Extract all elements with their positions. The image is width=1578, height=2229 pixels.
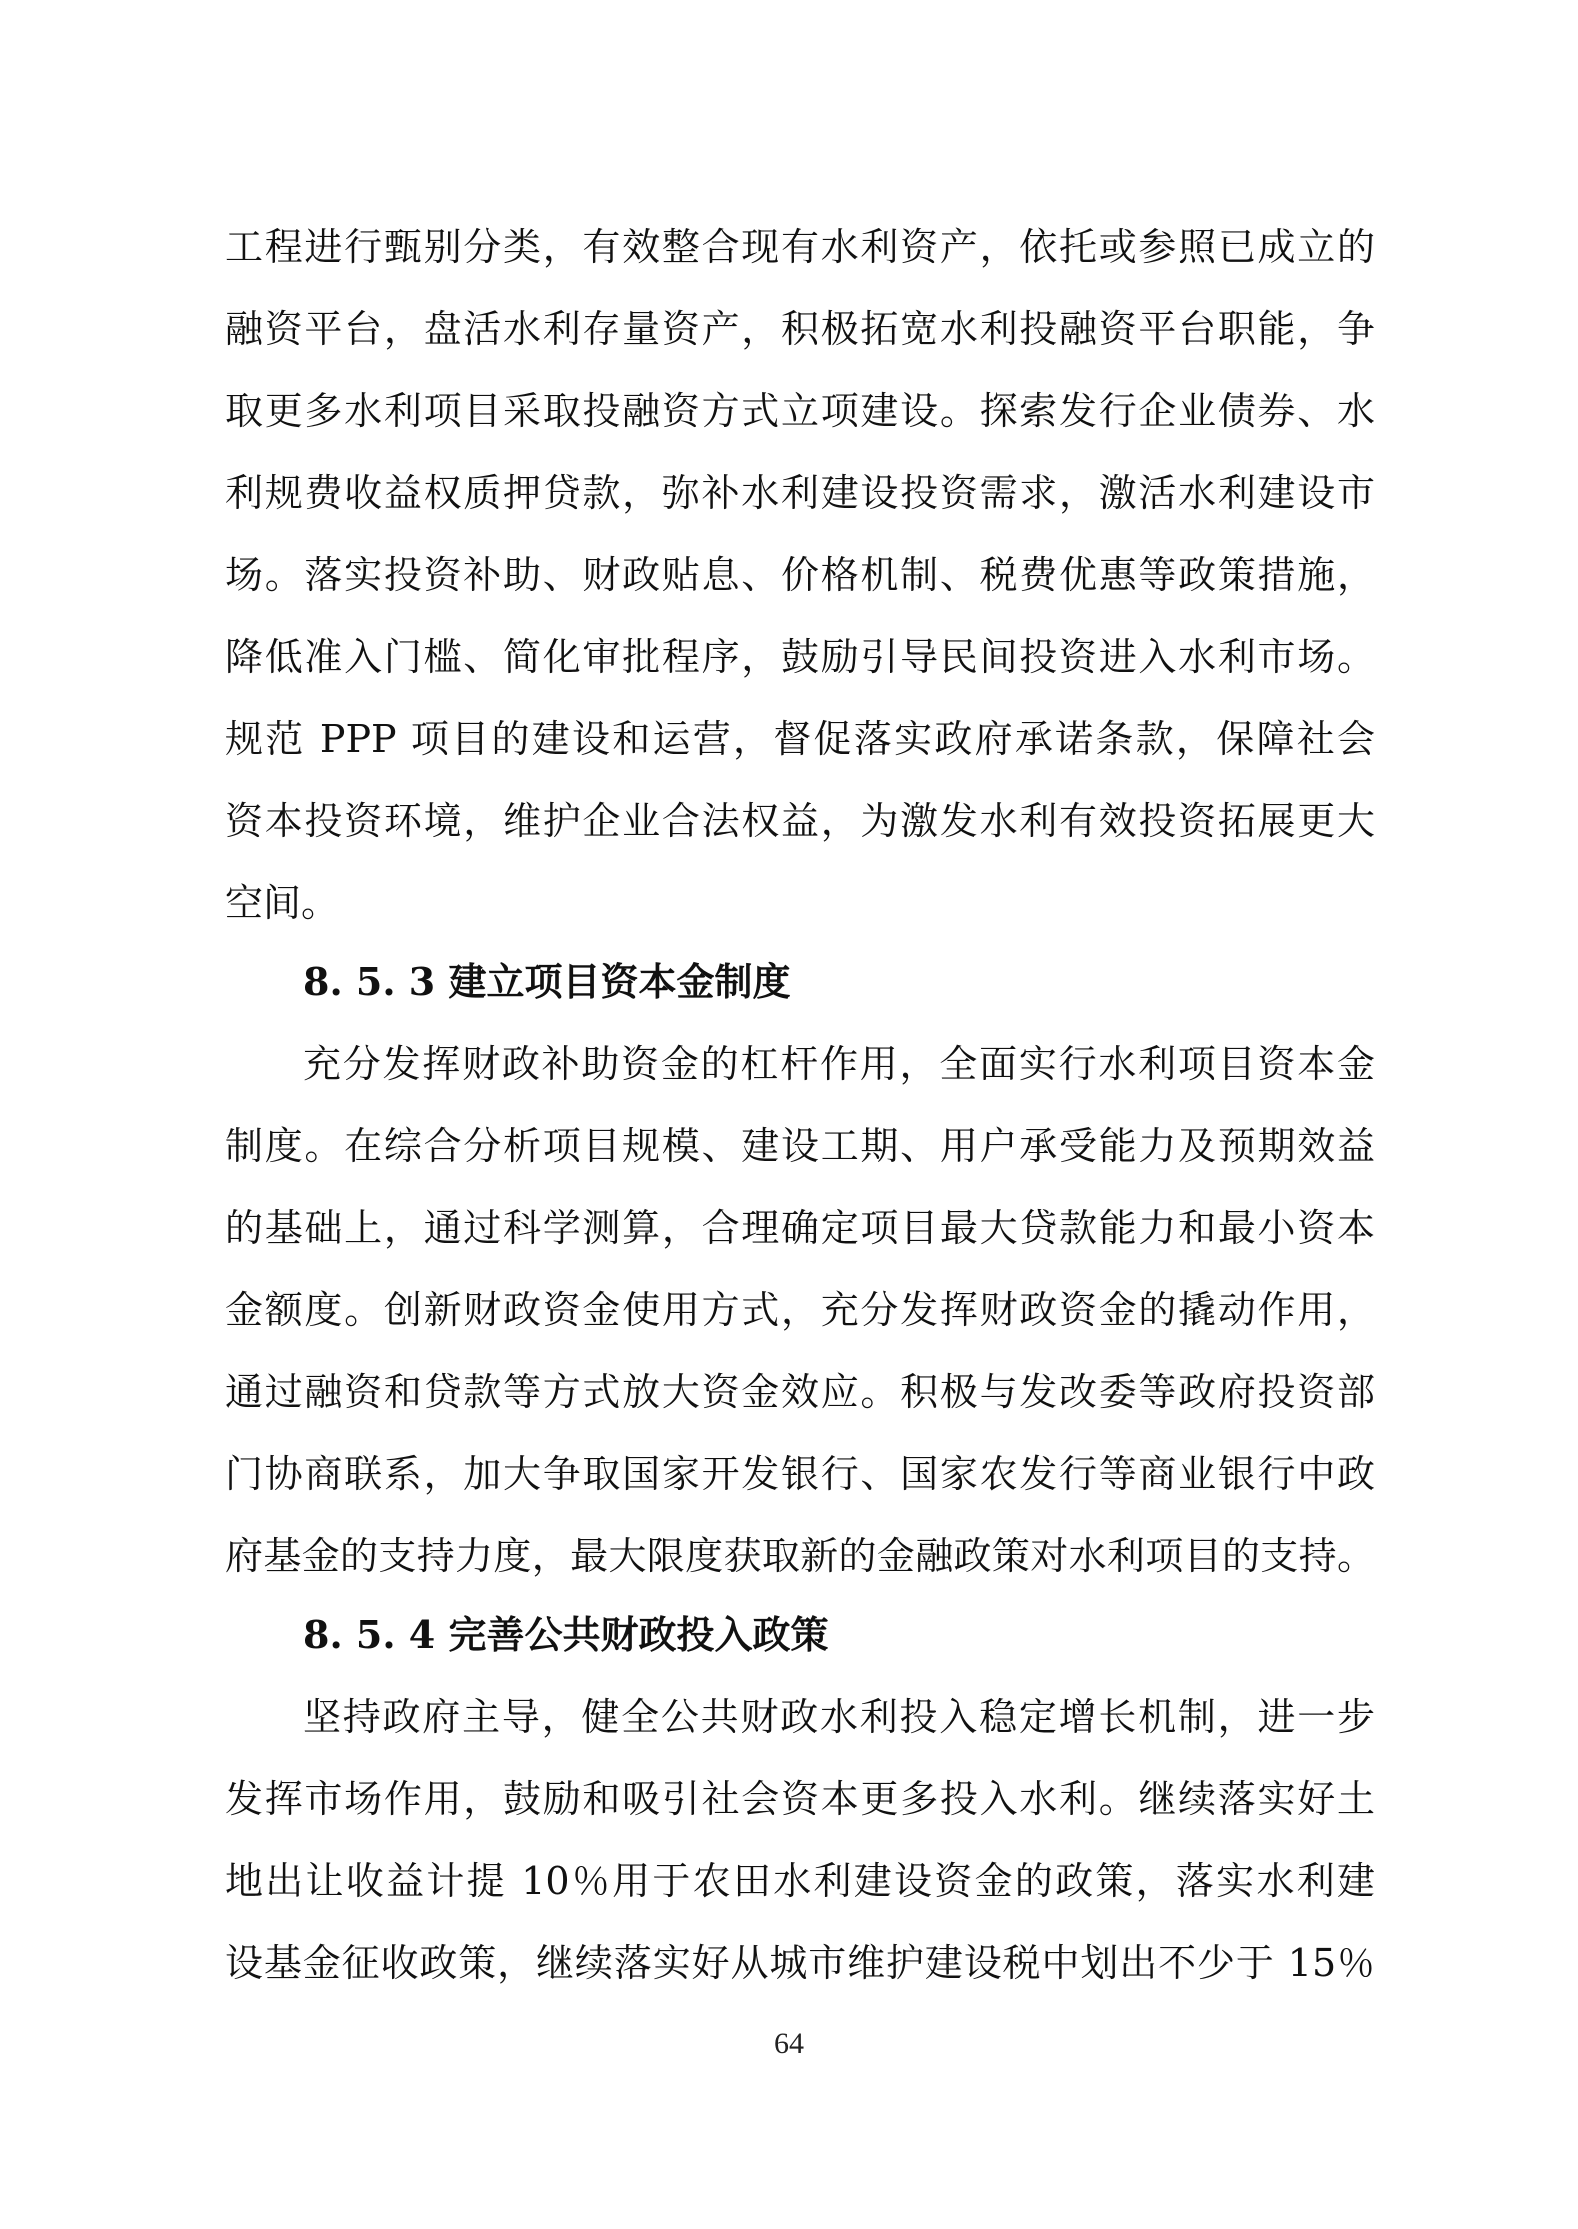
page-number: 64: [774, 2027, 804, 2060]
paragraph-line: 降低准入门槛、简化审批程序，鼓励引导民间投资进入水利市场。: [225, 635, 1375, 679]
paragraph-line: 场。落实投资补助、财政贴息、价格机制、税费优惠等政策措施，: [225, 553, 1375, 597]
paragraph-line: 空间。: [225, 881, 340, 925]
paragraph-line: 金额度。创新财政资金使用方式，充分发挥财政资金的撬动作用，: [225, 1288, 1375, 1332]
paragraph-line: 资本投资环境，维护企业合法权益，为激发水利有效投资拓展更大: [225, 799, 1375, 843]
section-heading: 8. 5. 4 完善公共财政投入政策: [303, 1612, 829, 1657]
paragraph-line: 利规费收益权质押贷款，弥补水利建设投资需求，激活水利建设市: [225, 471, 1375, 515]
paragraph-line: 门协商联系，加大争取国家开发银行、国家农发行等商业银行中政: [225, 1452, 1375, 1496]
paragraph-line: 融资平台，盘活水利存量资产，积极拓宽水利投融资平台职能，争: [225, 307, 1375, 351]
paragraph-line: 通过融资和贷款等方式放大资金效应。积极与发改委等政府投资部: [225, 1370, 1375, 1414]
paragraph-line: 府基金的支持力度，最大限度获取新的金融政策对水利项目的支持。: [225, 1534, 1375, 1578]
section-heading: 8. 5. 3 建立项目资本金制度: [303, 959, 791, 1004]
paragraph-line: 制度。在综合分析项目规模、建设工期、用户承受能力及预期效益: [225, 1124, 1375, 1168]
paragraph-line: 取更多水利项目采取投融资方式立项建设。探索发行企业债券、水: [225, 389, 1375, 433]
paragraph-line: 设基金征收政策，继续落实好从城市维护建设税中划出不少于 15％: [225, 1941, 1375, 1985]
paragraph-line: 发挥市场作用，鼓励和吸引社会资本更多投入水利。继续落实好土: [225, 1777, 1375, 1821]
paragraph-line: 的基础上，通过科学测算，合理确定项目最大贷款能力和最小资本: [225, 1206, 1375, 1250]
paragraph-line: 规范 PPP 项目的建设和运营，督促落实政府承诺条款，保障社会: [225, 717, 1375, 761]
paragraph-line: 地出让收益计提 10％用于农田水利建设资金的政策，落实水利建: [225, 1859, 1375, 1903]
paragraph-line: 充分发挥财政补助资金的杠杆作用，全面实行水利项目资本金: [303, 1042, 1375, 1086]
paragraph-line: 坚持政府主导，健全公共财政水利投入稳定增长机制，进一步: [303, 1695, 1375, 1739]
paragraph-line: 工程进行甄别分类，有效整合现有水利资产，依托或参照已成立的: [225, 225, 1375, 269]
